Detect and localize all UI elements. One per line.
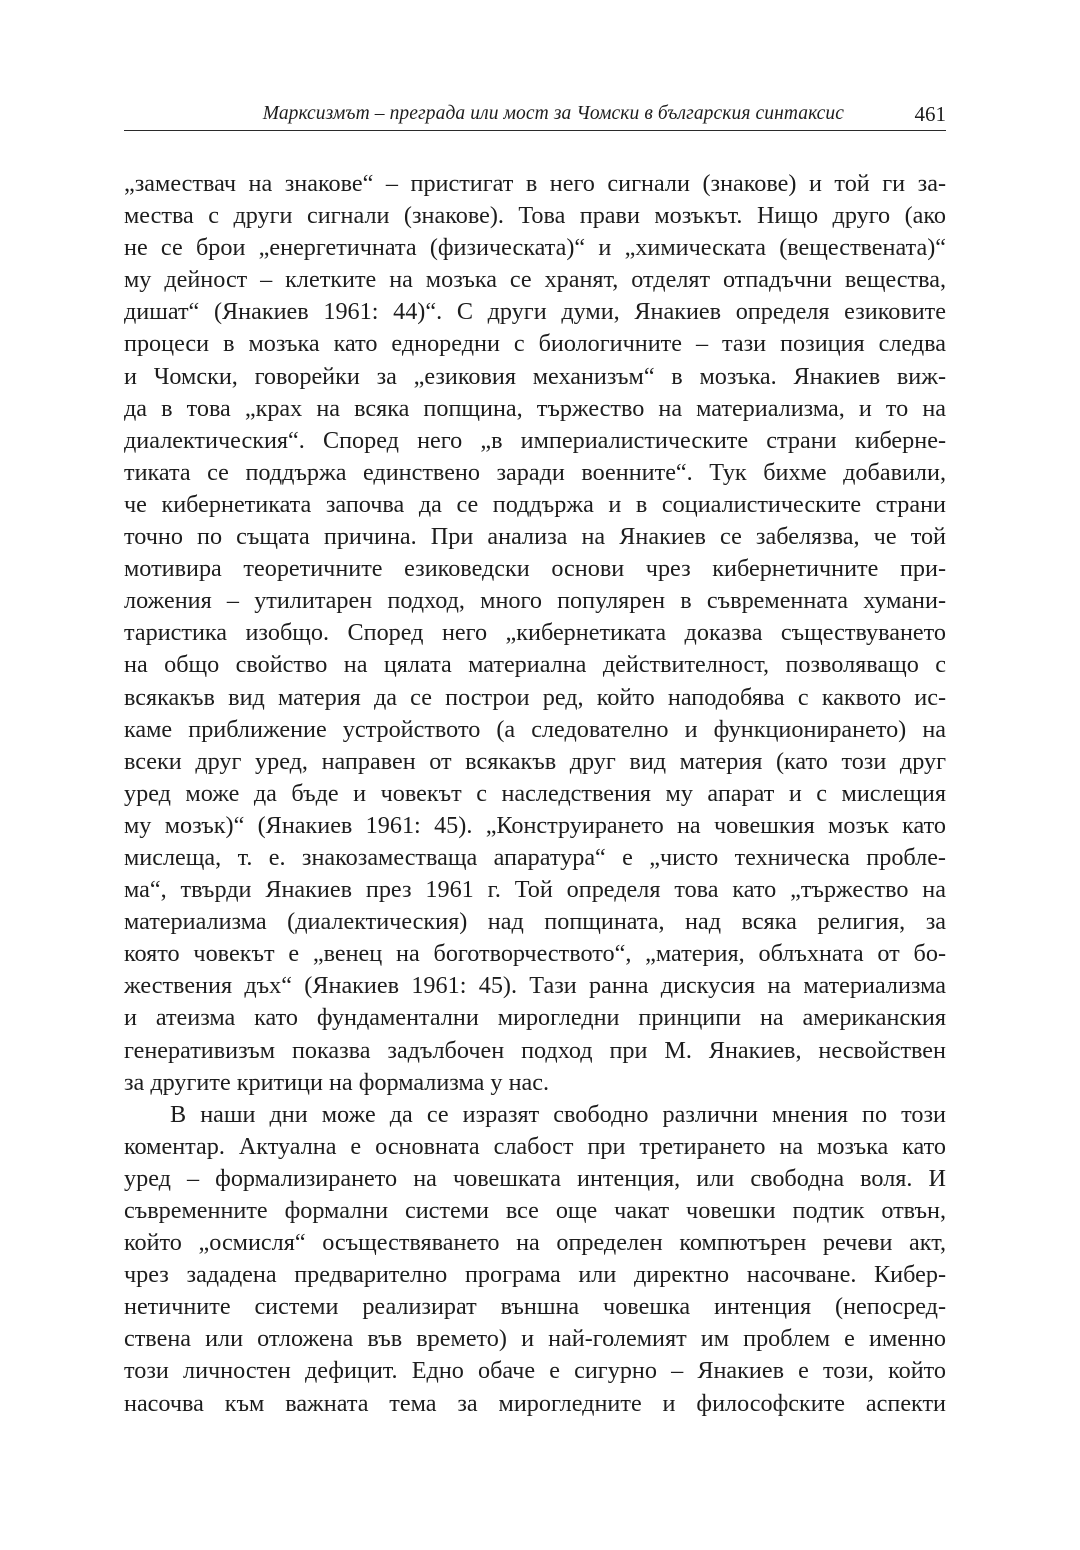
- text-line: че кибернетиката започва да се поддържа и в социалистическите страни: [124, 490, 946, 518]
- body-text: [124, 168, 946, 1420]
- text-line: мества с други сигнали (знакове). Това прави мозъкът. Нищо друго (ако: [124, 202, 946, 230]
- text-line: тиката се поддържа единствено заради военните“. Тук бихме добавили,: [124, 458, 946, 486]
- text-line: дишат“ (Янакиев 1961: 44)“. С други думи, Янакиев определя езиковите: [124, 298, 946, 326]
- text-line: уред може да бъде и човекът с наследствения му апарат и с мислещия: [124, 779, 946, 807]
- text-line: процеси в мозъка като еднoредни с биологичните – тази позиция следва: [124, 330, 946, 358]
- running-title: Марксизмът – преграда или мост за Чомски в българския синтаксис: [262, 103, 844, 124]
- text-line: му мозък)“ (Янакиев 1961: 45). „Конструирането на човешкия мозък като: [124, 811, 946, 839]
- text-line: мислеща, т. е. знакозаместваща апаратура“ е „чисто техническа пробле-: [124, 843, 946, 871]
- text-line: мотивира теоретичните езиковедски основи чрез кибернетичните при-: [124, 555, 946, 583]
- text-line: да в това „крах на всяка попщина, тържество на материализма, и то на: [124, 394, 946, 422]
- text-line: материализма (диалектическия) над попщината, над всяка религия, за: [124, 908, 946, 936]
- text-line: на общо свойство на цялата материална действителност, позволяващо с: [124, 651, 946, 679]
- text-line: „замествач на знакове“ – пристигат в него сигнали (знакове) и той ги за-: [124, 170, 946, 197]
- text-line: за другите критици на формализма у нас.: [124, 1068, 550, 1096]
- text-line: не се брои „енергетичната (физическата)“ и „химическата (веществената)“: [124, 234, 946, 262]
- text-line: уред – формализирането на човешката интенция, или свободна воля. И: [124, 1164, 946, 1192]
- text-line: точно по същата причина. При анализа на Янакиев се забелязва, че той: [124, 523, 946, 551]
- text-line: всеки друг уред, направен от всякакъв друг вид материя (като този друг: [124, 747, 946, 775]
- text-line: коментар. Актуална е основната слабост при третирането на мозъка като: [124, 1132, 946, 1160]
- text-line: таристика изобщо. Според него „кибернетиката доказва съществуването: [124, 619, 946, 647]
- text-line: жествения дъх“ (Янакиев 1961: 45). Тази ранна дискусия на материализма: [124, 972, 946, 1000]
- text-line: ствена или отложена във времето) и най-големият им проблем е именно: [124, 1325, 946, 1353]
- text-line: който „осмисля“ осъществяването на определен компютърен речеви акт,: [124, 1229, 946, 1257]
- text-line: която човекът е „венец на боготворчеството“, „материя, облъхната от бо-: [124, 940, 946, 968]
- text-line: и атеизма като фундаментални мирогледни принципи на американския: [124, 1004, 946, 1032]
- text-line: му дейност – клетките на мозъка се хранят, отделят отпадъчни вещества,: [124, 266, 946, 294]
- text-line: ма“, твърди Янакиев през 1961 г. Той определя това като „тържество на: [124, 876, 946, 904]
- text-line: нетичните системи реализират външна човешка интенция (непосред-: [124, 1293, 946, 1321]
- text-line: и Чомски, говорейки за „езиковия механизъм“ в мозъка. Янакиев виж-: [124, 362, 946, 390]
- text-line: чрез зададена предварително програма или директно насочване. Кибер-: [124, 1261, 946, 1289]
- text-line: насочва към важната тема за мирогледните и философските аспекти: [124, 1389, 946, 1417]
- text-line: В наши дни може да се изразят свободно различни мнения по този: [170, 1100, 946, 1128]
- text-line: този личностен дефицит. Едно обаче е сигурно – Янакиев е този, който: [124, 1357, 946, 1385]
- paragraph-2: [124, 1099, 946, 1420]
- text-line: съвременните формални системи все още чакат човешки подтик отвън,: [124, 1197, 946, 1224]
- text-line: всякакъв вид материя да се построи ред, който наподобява с каквото ис-: [124, 683, 946, 711]
- text-line: каме приближение устройството (а следователно и функционирането) на: [124, 715, 946, 743]
- text-line: диалектическия“. Според него „в империалистическите страни киберне-: [124, 426, 946, 454]
- paragraph-1: [124, 168, 946, 1099]
- page-number: 461: [914, 102, 946, 126]
- text-line: генеративизъм показва задълбочен подход при М. Янакиев, несвойствен: [124, 1036, 946, 1064]
- running-header: [124, 100, 946, 131]
- text-line: ложения – утилитарен подход, много популярен в съвременната хумани-: [124, 587, 946, 615]
